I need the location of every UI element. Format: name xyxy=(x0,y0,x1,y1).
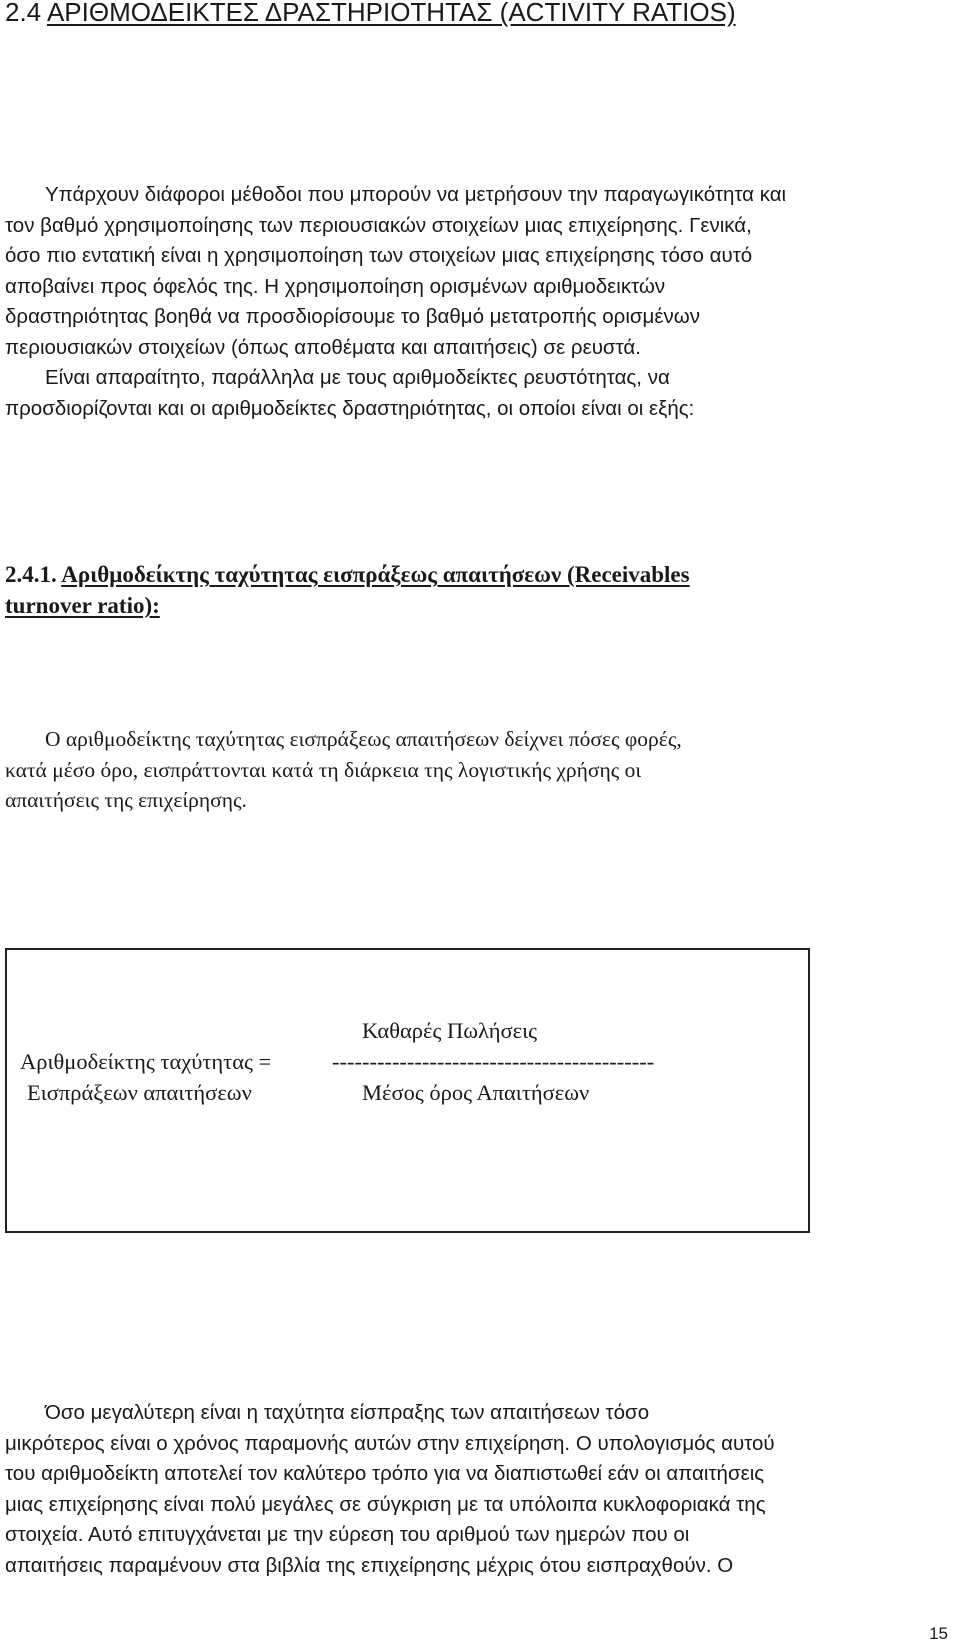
subsection-title: Αριθμοδείκτης ταχύτητας εισπράξεως απαιτήσεων (Receivables xyxy=(61,562,690,587)
intro-line: αποβαίνει προς όφελός της. Η χρησιμοποίηση ορισμένων αριθμοδεικτών xyxy=(5,274,666,298)
subsection-number: 2.4.1. xyxy=(5,562,57,587)
subsection-title-cont: turnover ratio): xyxy=(5,593,160,618)
section-number: 2.4 xyxy=(5,0,42,27)
intro-line: προσδιορίζονται και οι αριθμοδείκτες δραστηριότητας, οι οποίοι είναι οι εξής: xyxy=(5,396,695,420)
formula-lhs-cont: Εισπράξεων απαιτήσεων xyxy=(27,1080,252,1105)
formula-lhs: Αριθμοδείκτης ταχύτητας = xyxy=(20,1049,272,1074)
formula-numerator: Καθαρές Πωλήσεις xyxy=(362,1018,538,1043)
formula-fraction-bar: ------------------------------------------- xyxy=(332,1049,655,1074)
conclusion-paragraph xyxy=(5,1398,950,1581)
intro-line: Υπάρχουν διάφοροι μέθοδοι που μπορούν να μετρήσουν την παραγωγικότητα και xyxy=(45,183,787,206)
intro-line: δραστηριότητας βοηθά να προσδιορίσουμε το βαθμό μετατροπής ορισμένων xyxy=(5,305,701,328)
conclusion-line: απαιτήσεις παραμένουν στα βιβλία της επιχείρησης μέχρις ότου εισπραχθούν. Ο xyxy=(5,1553,734,1577)
intro-paragraph xyxy=(5,180,950,424)
conclusion-line: μικρότερος είναι ο χρόνος παραμονής αυτών στην επιχείρηση. Ο υπολογισμός αυτού xyxy=(5,1431,775,1455)
page-number: 15 xyxy=(929,1624,948,1643)
intro-line: τον βαθμό χρησιμοποίησης των περιουσιακών στοιχείων μιας επιχείρησης. Γενικά, xyxy=(5,213,752,237)
definition-paragraph xyxy=(5,724,950,816)
section-title: ΑΡΙΘΜΟΔΕΙΚΤΕΣ ΔΡΑΣΤΗΡΙΟΤΗΤΑΣ (ACTIVITY RATIOS) xyxy=(46,0,736,27)
conclusion-line: μιας επιχείρησης είναι πολύ μεγάλες σε σύγκριση με τα υπόλοιπα κυκλοφοριακά της xyxy=(5,1492,766,1516)
subsection-heading xyxy=(5,559,945,621)
definition-line: κατά μέσο όρο, εισπράττονται κατά τη διάρκεια της λογιστικής χρήσης οι xyxy=(5,757,642,782)
section-heading xyxy=(5,0,945,30)
definition-line: Ο αριθμοδείκτης ταχύτητας εισπράξεως απαιτήσεων δείχνει πόσες φορές, xyxy=(45,727,682,751)
conclusion-line: του αριθμοδείκτη αποτελεί τον καλύτερο τρόπο για να διαπιστωθεί εάν οι απαιτήσεις xyxy=(5,1462,765,1485)
definition-line: απαιτήσεις της επιχείρησης. xyxy=(5,788,247,812)
conclusion-line: Όσο μεγαλύτερη είναι η ταχύτητα είσπραξης των απαιτήσεων τόσο xyxy=(45,1401,650,1424)
formula-box xyxy=(5,948,810,1233)
formula-denominator: Μέσος όρος Απαιτήσεων xyxy=(362,1080,590,1105)
intro-line: Είναι απαραίτητο, παράλληλα με τους αριθμοδείκτες ρευστότητας, να xyxy=(45,366,670,389)
intro-line: περιουσιακών στοιχείων (όπως αποθέματα και απαιτήσεις) σε ρευστά. xyxy=(5,335,641,359)
intro-line: όσο πιο εντατική είναι η χρησιμοποίηση των στοιχείων μιας επιχείρησης τόσο αυτό xyxy=(5,244,753,267)
conclusion-line: στοιχεία. Αυτό επιτυγχάνεται με την εύρεση του αριθμού των ημερών που οι xyxy=(5,1523,690,1546)
